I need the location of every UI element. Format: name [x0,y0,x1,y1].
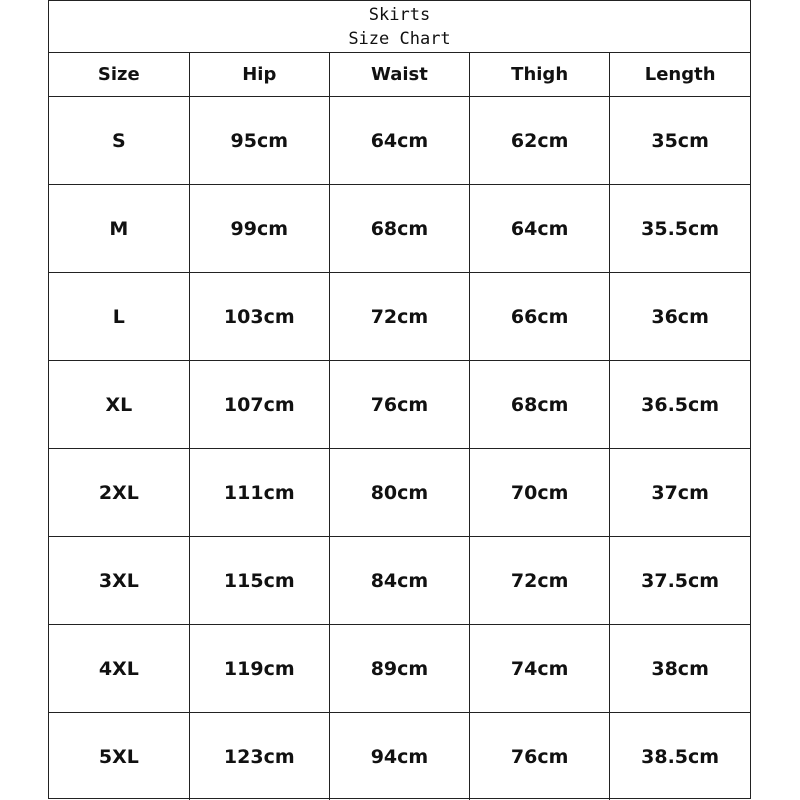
cell-length: 37cm [610,449,750,537]
cell-length: 38cm [610,625,750,713]
chart-title [49,1,750,53]
cell-length: 36.5cm [610,361,750,449]
table-row [49,97,750,185]
size-table [49,53,750,800]
table-row [49,185,750,273]
cell-size: 3XL [49,537,189,625]
cell-size: M [49,185,189,273]
cell-length: 35.5cm [610,185,750,273]
cell-size: S [49,97,189,185]
cell-length: 37.5cm [610,537,750,625]
table-row [49,537,750,625]
size-chart [48,0,751,799]
cell-thigh: 68cm [470,361,610,449]
cell-size: 4XL [49,625,189,713]
cell-thigh: 64cm [470,185,610,273]
table-row [49,273,750,361]
table-row [49,625,750,713]
cell-thigh: 76cm [470,713,610,800]
cell-thigh: 62cm [470,97,610,185]
cell-hip: 95cm [189,97,329,185]
cell-length: 36cm [610,273,750,361]
cell-hip: 119cm [189,625,329,713]
cell-length: 38.5cm [641,745,720,768]
cell-waist: 94cm [329,713,469,800]
cell-thigh: 72cm [470,537,610,625]
cell-waist: 72cm [329,273,469,361]
cell-thigh: 66cm [470,273,610,361]
cell-waist: 76cm [329,361,469,449]
cell-waist: 80cm [329,449,469,537]
title-line-1: Skirts [368,4,431,25]
table-row [49,713,750,800]
header-thigh: Thigh [470,53,610,97]
cell-waist: 64cm [329,97,469,185]
cell-length: 35cm [610,97,750,185]
table-row [49,449,750,537]
cell-size: 5XL [49,713,189,800]
cell-thigh: 74cm [470,625,610,713]
cell-waist: 89cm [329,625,469,713]
title-line-2: Size Chart [348,28,451,49]
cell-hip: 123cm [189,713,329,800]
cell-hip: 107cm [189,361,329,449]
header-length: Length [610,53,750,97]
header-size: Size [49,53,189,97]
cell-hip: 111cm [189,449,329,537]
cell-hip: 115cm [189,537,329,625]
header-hip: Hip [189,53,329,97]
cell-waist: 84cm [329,537,469,625]
cell-waist: 68cm [329,185,469,273]
cell-size: XL [49,361,189,449]
header-row [49,53,750,97]
cell-hip: 103cm [189,273,329,361]
cell-size: 2XL [49,449,189,537]
table-row [49,361,750,449]
header-waist: Waist [329,53,469,97]
cell-thigh: 70cm [470,449,610,537]
cell-hip: 99cm [189,185,329,273]
cell-size: L [49,273,189,361]
